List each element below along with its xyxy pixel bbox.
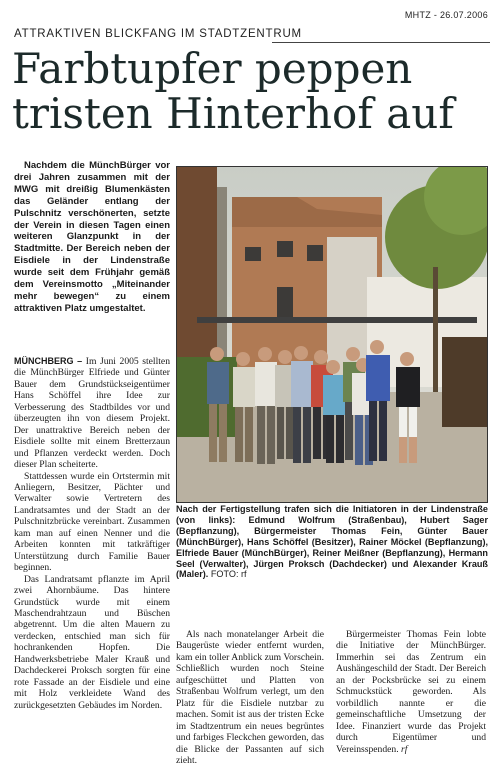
caption-text: Nach der Fertigstellung trafen sich die Initiatoren in der Lindenstraße (von links): Edmund Wolfrum (Straßenbau), Hubert Sager (Bepflanzung), Bürgermeister Thomas Fein, Günter Bauer (MünchBürger), Hans Schöffel (Besitzer), Rainer Möckel (Bepflanzung), Elfriede Bauer (MünchBürger), Reiner Meißner (Bepflanzung), Hermann Seel (Verwalter), Jürgen Proksch (Dachdecker) und Alexander Krauß (Maler). — [176, 504, 488, 580]
kicker: ATTRAKTIVEN BLICKFANG IM STADTZENTRUM — [14, 28, 302, 40]
photo-credit: FOTO: rf — [210, 569, 247, 580]
paragraph-5 — [336, 629, 486, 755]
source-date: MHTZ - 26.07.2006 — [404, 10, 488, 20]
paragraph-1-text: Im Juni 2005 stellten die MünchBürger Elfriede und Günter Bauer dem Grundstückseigentümer Hans Schöffel ihre Idee zur Verbesserung des Stadtbildes vor und überzeugten ihn von diesem Projekt. Der unattraktive Bereich neben der Eisdiele sollte mit einem Bretterzaun und Pflanzen verdeckt werden. Doch dieser Plan scheiterte. — [14, 356, 170, 471]
paragraph-1 — [14, 356, 170, 471]
article-column-2 — [176, 629, 324, 766]
dateline: MÜNCHBERG – — [14, 356, 83, 366]
headline-line-1: Farbtupfer peppen — [12, 44, 413, 93]
paragraph-3: Das Landratsamt pflanzte im April zwei Ahornbäume. Das hintere Grundstück wurde mit einem Maschendrahtzaun und Büschen abgetrennt. Um die alten Mauern zu verdecken, entschied man sich für hochrankenden Hopfen. Die Handwerksbetriebe Maler Krauß und Dachdeckerei Proksch sorgten für eine rote Fassade an der Eisdiele und eine mit Holz verkleidete Wand des zurückgesetzten Gebäudes im Norden. — [14, 573, 170, 711]
paragraph-5-text: Bürgermeister Thomas Fein lobte die Initiative der MünchBürger. Immerhin sei das Zentrum ein Aushängeschild der Stadt. Der Bereich an der Pocksbrücke sei zu einem Schmuckstück geworden. Als vorbildlich nannte er die gemeinschaftliche Umsetzung der Idee. Finanziert wurde das Projekt durch Eigentümer und Vereinsspenden. — [336, 629, 486, 755]
kicker-rule — [272, 42, 490, 43]
lead-paragraph: Nachdem die MünchBürger vor drei Jahren zusammen mit der MWG mit dreißig Blumenkästen das Geländer entlang der Pulschnitz verschönerten, setzte der Verein in diesen Tagen einen weiteren Glanzpunkt in der Stadtmitte. Der Bereich neben der Eisdiele in der Lindenstraße wurde seit dem Frühjahr gemäß dem Vereinsmotto „Miteinander mehr bewegen“ zu einem attraktiven Platz umgestaltet. — [14, 160, 170, 314]
group-photo — [176, 166, 488, 503]
photo-illustration — [177, 167, 487, 502]
paragraph-4: Als nach monatelanger Arbeit die Baugerüste wieder entfernt wurden, kam ein toller Anblick zum Vorschein. Schließlich wurden noch Steine aufgeschüttet und Platten von Straßenbau Wolfrum verlegt, um den Platz für die Eisdiele nutzbar zu machen. Somit ist aus der tristen Ecke im Stadtzentrum ein neues begrüntes und farbiges Fleckchen geworden, das die Blicke der Passanten auf sich zieht. — [176, 629, 324, 766]
author-sign: rf — [401, 743, 408, 755]
paragraph-2: Stattdessen wurde ein Ortstermin mit Anliegern, Besitzer, Pächter und Verwalter sowie Vertretern des Landratsamtes und der Stadt an der Pulschnitzbrücke vereinbart. Zusammen kam man auf einen Nenner und die Arbeiten konnten mit tatkräftiger Unterstützung durch Familie Bauer beginnen. — [14, 470, 170, 574]
headline-line-2: tristen Hinterhof auf — [12, 89, 454, 138]
article-column-3 — [336, 629, 486, 755]
article-column-1 — [14, 356, 170, 711]
headline — [12, 46, 492, 136]
photo-caption — [176, 504, 488, 580]
